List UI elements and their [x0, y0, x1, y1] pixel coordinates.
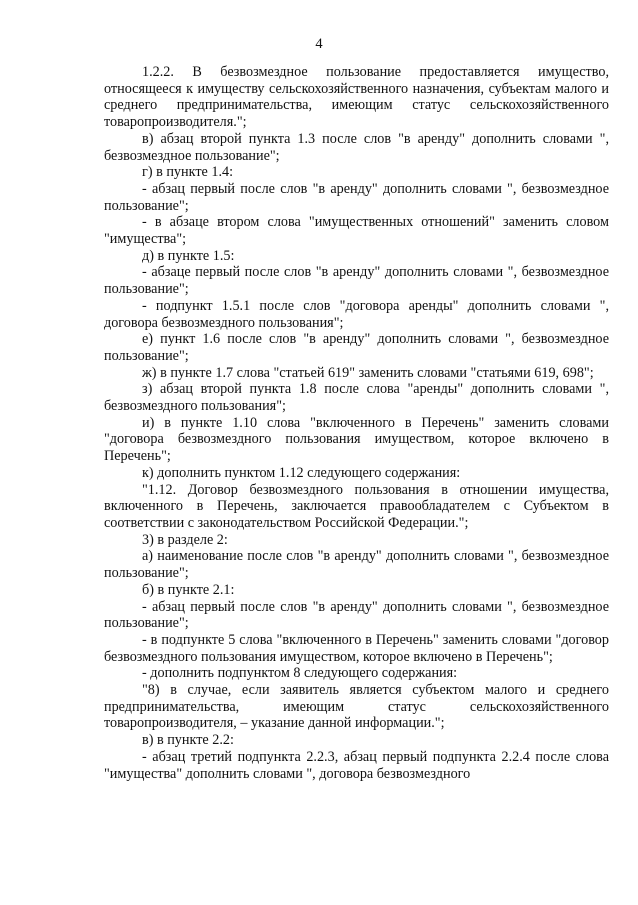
paragraph-zh-1-7: ж) в пункте 1.7 слова "статьей 619" заменить словами "статьями 619, 698";	[142, 364, 594, 381]
paragraph-v-2-2: в) в пункте 2.2:	[142, 732, 234, 749]
paragraph-a-title: а) наименование после слов "в аренду" дополнить словами ", безвозмездное пользование";	[104, 548, 609, 582]
paragraph-v-1-3: в) абзац второй пункта 1.3 после слов "в аренду" дополнить словами ", безвозмездное пользование";	[104, 130, 609, 164]
paragraph-k-1-12: к) дополнить пунктом 1.12 следующего содержания:	[142, 464, 461, 481]
paragraph-g-1-4: г) в пункте 1.4:	[142, 164, 234, 181]
paragraph-2-1-sub-5: - в подпункте 5 слова "включенного в Перечень" заменить словами "договор безвозмездного пользования имуществом, которое включено в Перечень";	[104, 631, 609, 665]
paragraph-sub-8-text: "8) в случае, если заявитель является субъектом малого и среднего предпринимательства, имеющим статус сельскохозяйственного товаропроизводителя, – указание данной информации.";	[104, 682, 609, 732]
paragraph-1-4-first: - абзац первый после слов "в аренду" дополнить словами ", безвозмездное пользование";	[104, 180, 609, 214]
paragraph-1-5-first: - абзаце первый после слов "в аренду" дополнить словами ", безвозмездное пользование";	[104, 264, 609, 298]
paragraph-3-section-2: 3) в разделе 2:	[142, 531, 228, 548]
document-body	[104, 64, 609, 782]
paragraph-2-1-add-8: - дополнить подпунктом 8 следующего содержания:	[142, 665, 458, 682]
paragraph-e-1-6: е) пункт 1.6 после слов "в аренду" дополнить словами ", безвозмездное пользование";	[104, 331, 609, 364]
paragraph-2-2-3: - абзац третий подпункта 2.2.3, абзац первый подпункта 2.2.4 после слова "имущества" дополнить словами ", договора безвозмездного	[104, 748, 609, 782]
paragraph-b-2-1: б) в пункте 2.1:	[142, 581, 235, 598]
paragraph-1-12-text: "1.12. Договор безвозмездного пользования в отношении имущества, включенного в Перечень, заключается правообладателем с Субъектом в соответствии с законодательством Российской Федерации.";	[104, 481, 609, 531]
paragraph-1-5-1: - подпункт 1.5.1 после слов "договора аренды" дополнить словами ", договора безвозмездного пользования";	[104, 297, 609, 331]
paragraph-z-1-8: з) абзац второй пункта 1.8 после слова "аренды" дополнить словами ", безвозмездного пользования";	[104, 381, 609, 415]
paragraph-1-2-2: 1.2.2. В безвозмездное пользование предоставляется имущество, относящееся к имуществу сельскохозяйственного назначения, субъектам малого и среднего предпринимательства, имеющим статус сельскохозяйственного товаропроизводителя.";	[104, 64, 609, 131]
page-number: 4	[315, 36, 323, 52]
paragraph-d-1-5: д) в пункте 1.5:	[142, 247, 235, 264]
paragraph-i-1-10: и) в пункте 1.10 слова "включенного в Перечень" заменить словами "договора безвозмездного пользования имуществом, которое включено в Перечень";	[104, 414, 609, 465]
paragraph-1-4-second: - в абзаце втором слова "имущественных отношений" заменить словом "имущества";	[104, 214, 609, 248]
paragraph-2-1-first: - абзац первый после слов "в аренду" дополнить словами ", безвозмездное пользование";	[104, 598, 609, 632]
